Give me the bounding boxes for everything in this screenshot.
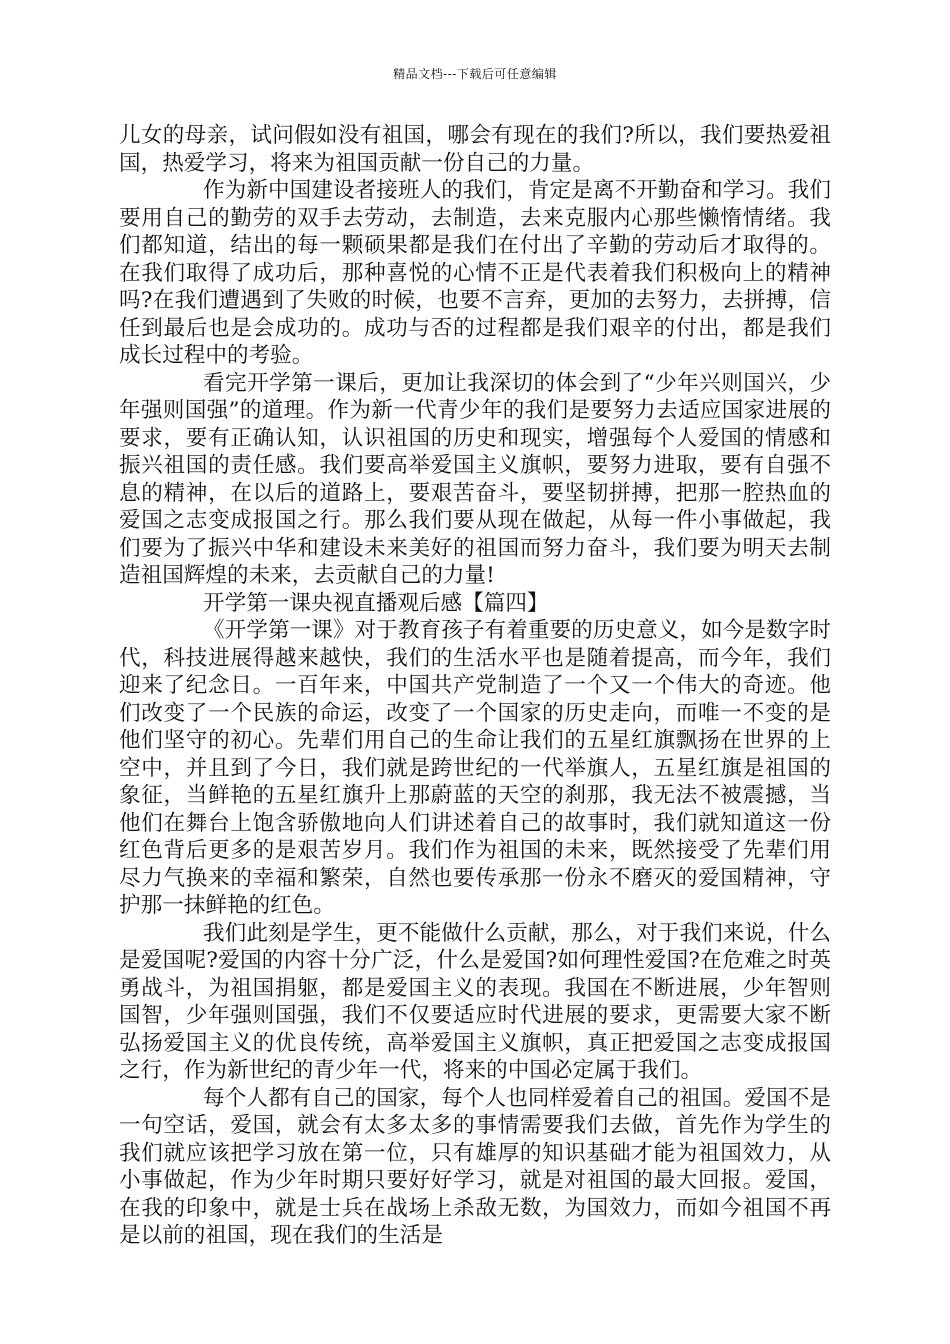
- paragraph: 每个人都有自己的国家，每个人也同样爱着自己的祖国。爱国不是一句空话，爱国，就会有太多太多的事情需要我们去做，首先作为学生的我们就应该把学习放在第一位，只有雄厚的知识基础才能为祖国效力，从小事做起，作为少年时期只要好好学习，就是对祖国的最大回报。爱国，在我的印象中，就是士兵在战场上杀敌无数，为国效力，而如今祖国不再是以前的祖国，现在我们的生活是: [119, 1085, 831, 1248]
- paragraph: 作为新中国建设者接班人的我们，肯定是离不开勤奋和学习。我们要用自己的勤劳的双手去劳动，去制造，去来克服内心那些懒惰情绪。我们都知道，结出的每一颗硕果都是我们在付出了辛勤的劳动后才取得的。在我们取得了成功后，那种喜悦的心情不正是代表着我们积极向上的精神吗?在我们遭遇到了失败的时候，也要不言弃，更加的去努力，去拼搏，信任到最后也是会成功的。成功与否的过程都是我们艰辛的付出，都是我们成长过程中的考验。: [119, 178, 831, 368]
- paragraph: 《开学第一课》对于教育孩子有着重要的历史意义，如今是数字时代，科技进展得越来越快，我们的生活水平也是随着提高，而今年，我们迎来了纪念日。一百年来，中国共产党制造了一个又一个伟大的奇迹。他们改变了一个民族的命运，改变了一个国家的历史走向，而唯一不变的是他们坚守的初心。先辈们用自己的生命让我们的五星红旗飘扬在世界的上空中，并且到了今日，我们就是跨世纪的一代举旗人，五星红旗是祖国的象征，当鲜艳的五星红旗升上那蔚蓝的天空的刹那，我无法不被震撼，当他们在舞台上饱含骄傲地向人们讲述着自己的故事时，我们就知道这一份红色背后更多的是艰苦岁月。我们作为祖国的未来，既然接受了先辈们用尽力气换来的幸福和繁荣，自然也要传承那一份永不磨灭的爱国精神，守护那一抹鲜艳的红色。: [119, 618, 831, 918]
- paragraph-continued: 儿女的母亲，试问假如没有祖国，哪会有现在的我们?所以，我们要热爱祖国，热爱学习，将来为祖国贡献一份自己的力量。: [119, 123, 831, 176]
- paragraph: 我们此刻是学生，更不能做什么贡献，那么，对于我们来说，什么是爱国呢?爱国的内容十分广泛，什么是爱国?如何理性爱国?在危难之时英勇战斗，为祖国捐躯，都是爱国主义的表现。我国在不断进展，少年智则国智，少年强则国强，我们不仅要适应时代进展的要求，更需要大家不断弘扬爱国主义的优良传统，高举爱国主义旗帜，真正把爱国之志变成报国之行，作为新世纪的青少年一代，将来的中国必定属于我们。: [119, 920, 831, 1083]
- document-body: [119, 122, 831, 1250]
- section-heading: 开学第一课央视直播观后感【篇四】: [203, 590, 549, 616]
- page-header: 精品文档---下载后可任意编辑: [393, 67, 557, 81]
- paragraph: 看完开学第一课后，更加让我深切的体会到了“少年兴则国兴，少年强则国强”的道理。作为新一代青少年的我们是要努力去适应国家进展的要求，要有正确认知，认识祖国的历史和现实，增强每个人爱国的情感和振兴祖国的责任感。我们要高举爱国主义旗帜，要努力进取，要有自强不息的精神，在以后的道路上，要艰苦奋斗，要坚韧拼搏，把那一腔热血的爱国之志变成报国之行。那么我们要从现在做起，从每一件小事做起，我们要为了振兴中华和建设未来美好的祖国而努力奋斗，我们要为明天去制造祖国辉煌的未来，去贡献自己的力量!: [119, 370, 831, 588]
